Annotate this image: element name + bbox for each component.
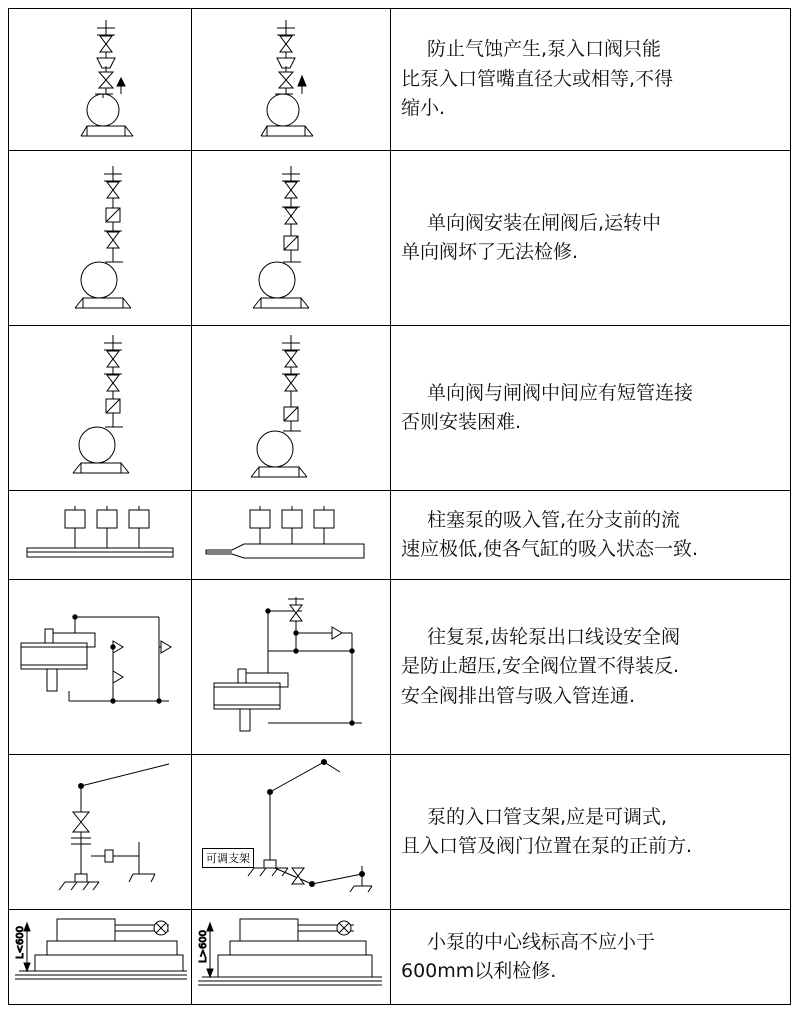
diagram-right-6 xyxy=(192,756,390,909)
note-line: 防止气蚀产生,泵入口阀只能 xyxy=(427,38,662,61)
table-row xyxy=(9,326,791,491)
note-line: 否则安装困难. xyxy=(401,411,522,433)
cell-note-3 xyxy=(391,326,791,491)
cell-right-1 xyxy=(192,9,391,151)
adjustable-support-label: 可调支架 xyxy=(202,848,254,868)
note-line: 单向阀坏了无法检修. xyxy=(401,241,579,263)
diagram-right-5 xyxy=(192,581,390,754)
note-line: 小泵的中心线标高不应小于 xyxy=(427,930,656,953)
cell-note-2 xyxy=(391,151,791,326)
cell-right-6 xyxy=(192,755,391,910)
note-line: 且入口管及阀门位置在泵的正前方. xyxy=(401,835,693,857)
drawing-sheet xyxy=(0,8,793,1019)
dim-label-wrong: L<600 xyxy=(15,925,26,959)
diagram-wrong-6 xyxy=(9,756,191,909)
cell-right-7 xyxy=(192,910,391,1005)
note-line: 单向阀安装在闸阀后,运转中 xyxy=(427,211,662,234)
note-text-7 xyxy=(391,922,790,993)
diagram-wrong-1 xyxy=(9,10,191,150)
cell-wrong-5 xyxy=(9,580,192,755)
cell-wrong-7 xyxy=(9,910,192,1005)
note-line: 往复泵,齿轮泵出口线设安全阀 xyxy=(427,625,681,648)
comparison-table xyxy=(8,8,791,1005)
cell-note-7 xyxy=(391,910,791,1005)
cell-wrong-6 xyxy=(9,755,192,910)
cell-wrong-3 xyxy=(9,326,192,491)
cell-right-4 xyxy=(192,491,391,580)
note-line: 柱塞泵的吸入管,在分支前的流 xyxy=(427,508,681,531)
table-row xyxy=(9,491,791,580)
cell-right-3 xyxy=(192,326,391,491)
cell-right-2 xyxy=(192,151,391,326)
cell-note-6 xyxy=(391,755,791,910)
cell-note-4 xyxy=(391,491,791,580)
note-line: 600mm以利检修. xyxy=(401,960,557,982)
note-line: 是防止超压,安全阀位置不得装反. xyxy=(401,655,680,678)
diagram-wrong-7 xyxy=(9,911,191,1004)
note-line: 泵的入口管支架,应是可调式, xyxy=(427,805,668,828)
note-text-1 xyxy=(391,29,790,129)
diagram-wrong-3 xyxy=(9,327,191,490)
diagram-right-4 xyxy=(192,492,390,579)
diagram-right-1 xyxy=(192,10,390,150)
diagram-wrong-4 xyxy=(9,492,191,579)
note-text-4 xyxy=(391,500,790,571)
note-text-3 xyxy=(391,373,790,444)
table-row xyxy=(9,151,791,326)
note-line: 速应极低,使各气缸的吸入状态一致. xyxy=(401,538,699,560)
cell-wrong-1 xyxy=(9,9,192,151)
diagram-right-2 xyxy=(192,152,390,325)
diagram-wrong-2 xyxy=(9,152,191,325)
diagram-wrong-5 xyxy=(9,581,191,754)
cell-wrong-2 xyxy=(9,151,192,326)
note-line: 缩小. xyxy=(401,97,446,120)
note-text-6 xyxy=(391,797,790,868)
note-line: 安全阀排出管与吸入管连通. xyxy=(401,684,636,707)
note-line: 单向阀与闸阀中间应有短管连接 xyxy=(427,381,694,404)
cell-note-5 xyxy=(391,580,791,755)
diagram-right-3 xyxy=(192,327,390,490)
note-line: 比泵入口管嘴直径大或相等,不得 xyxy=(401,67,674,90)
table-row xyxy=(9,755,791,910)
note-text-5 xyxy=(391,617,790,717)
diagram-right-7 xyxy=(192,911,390,1004)
table-row xyxy=(9,580,791,755)
note-text-2 xyxy=(391,203,790,274)
cell-note-1 xyxy=(391,9,791,151)
table-row xyxy=(9,910,791,1005)
cell-right-5 xyxy=(192,580,391,755)
table-row xyxy=(9,9,791,151)
dim-label-right: L>600 xyxy=(198,929,209,963)
cell-wrong-4 xyxy=(9,491,192,580)
